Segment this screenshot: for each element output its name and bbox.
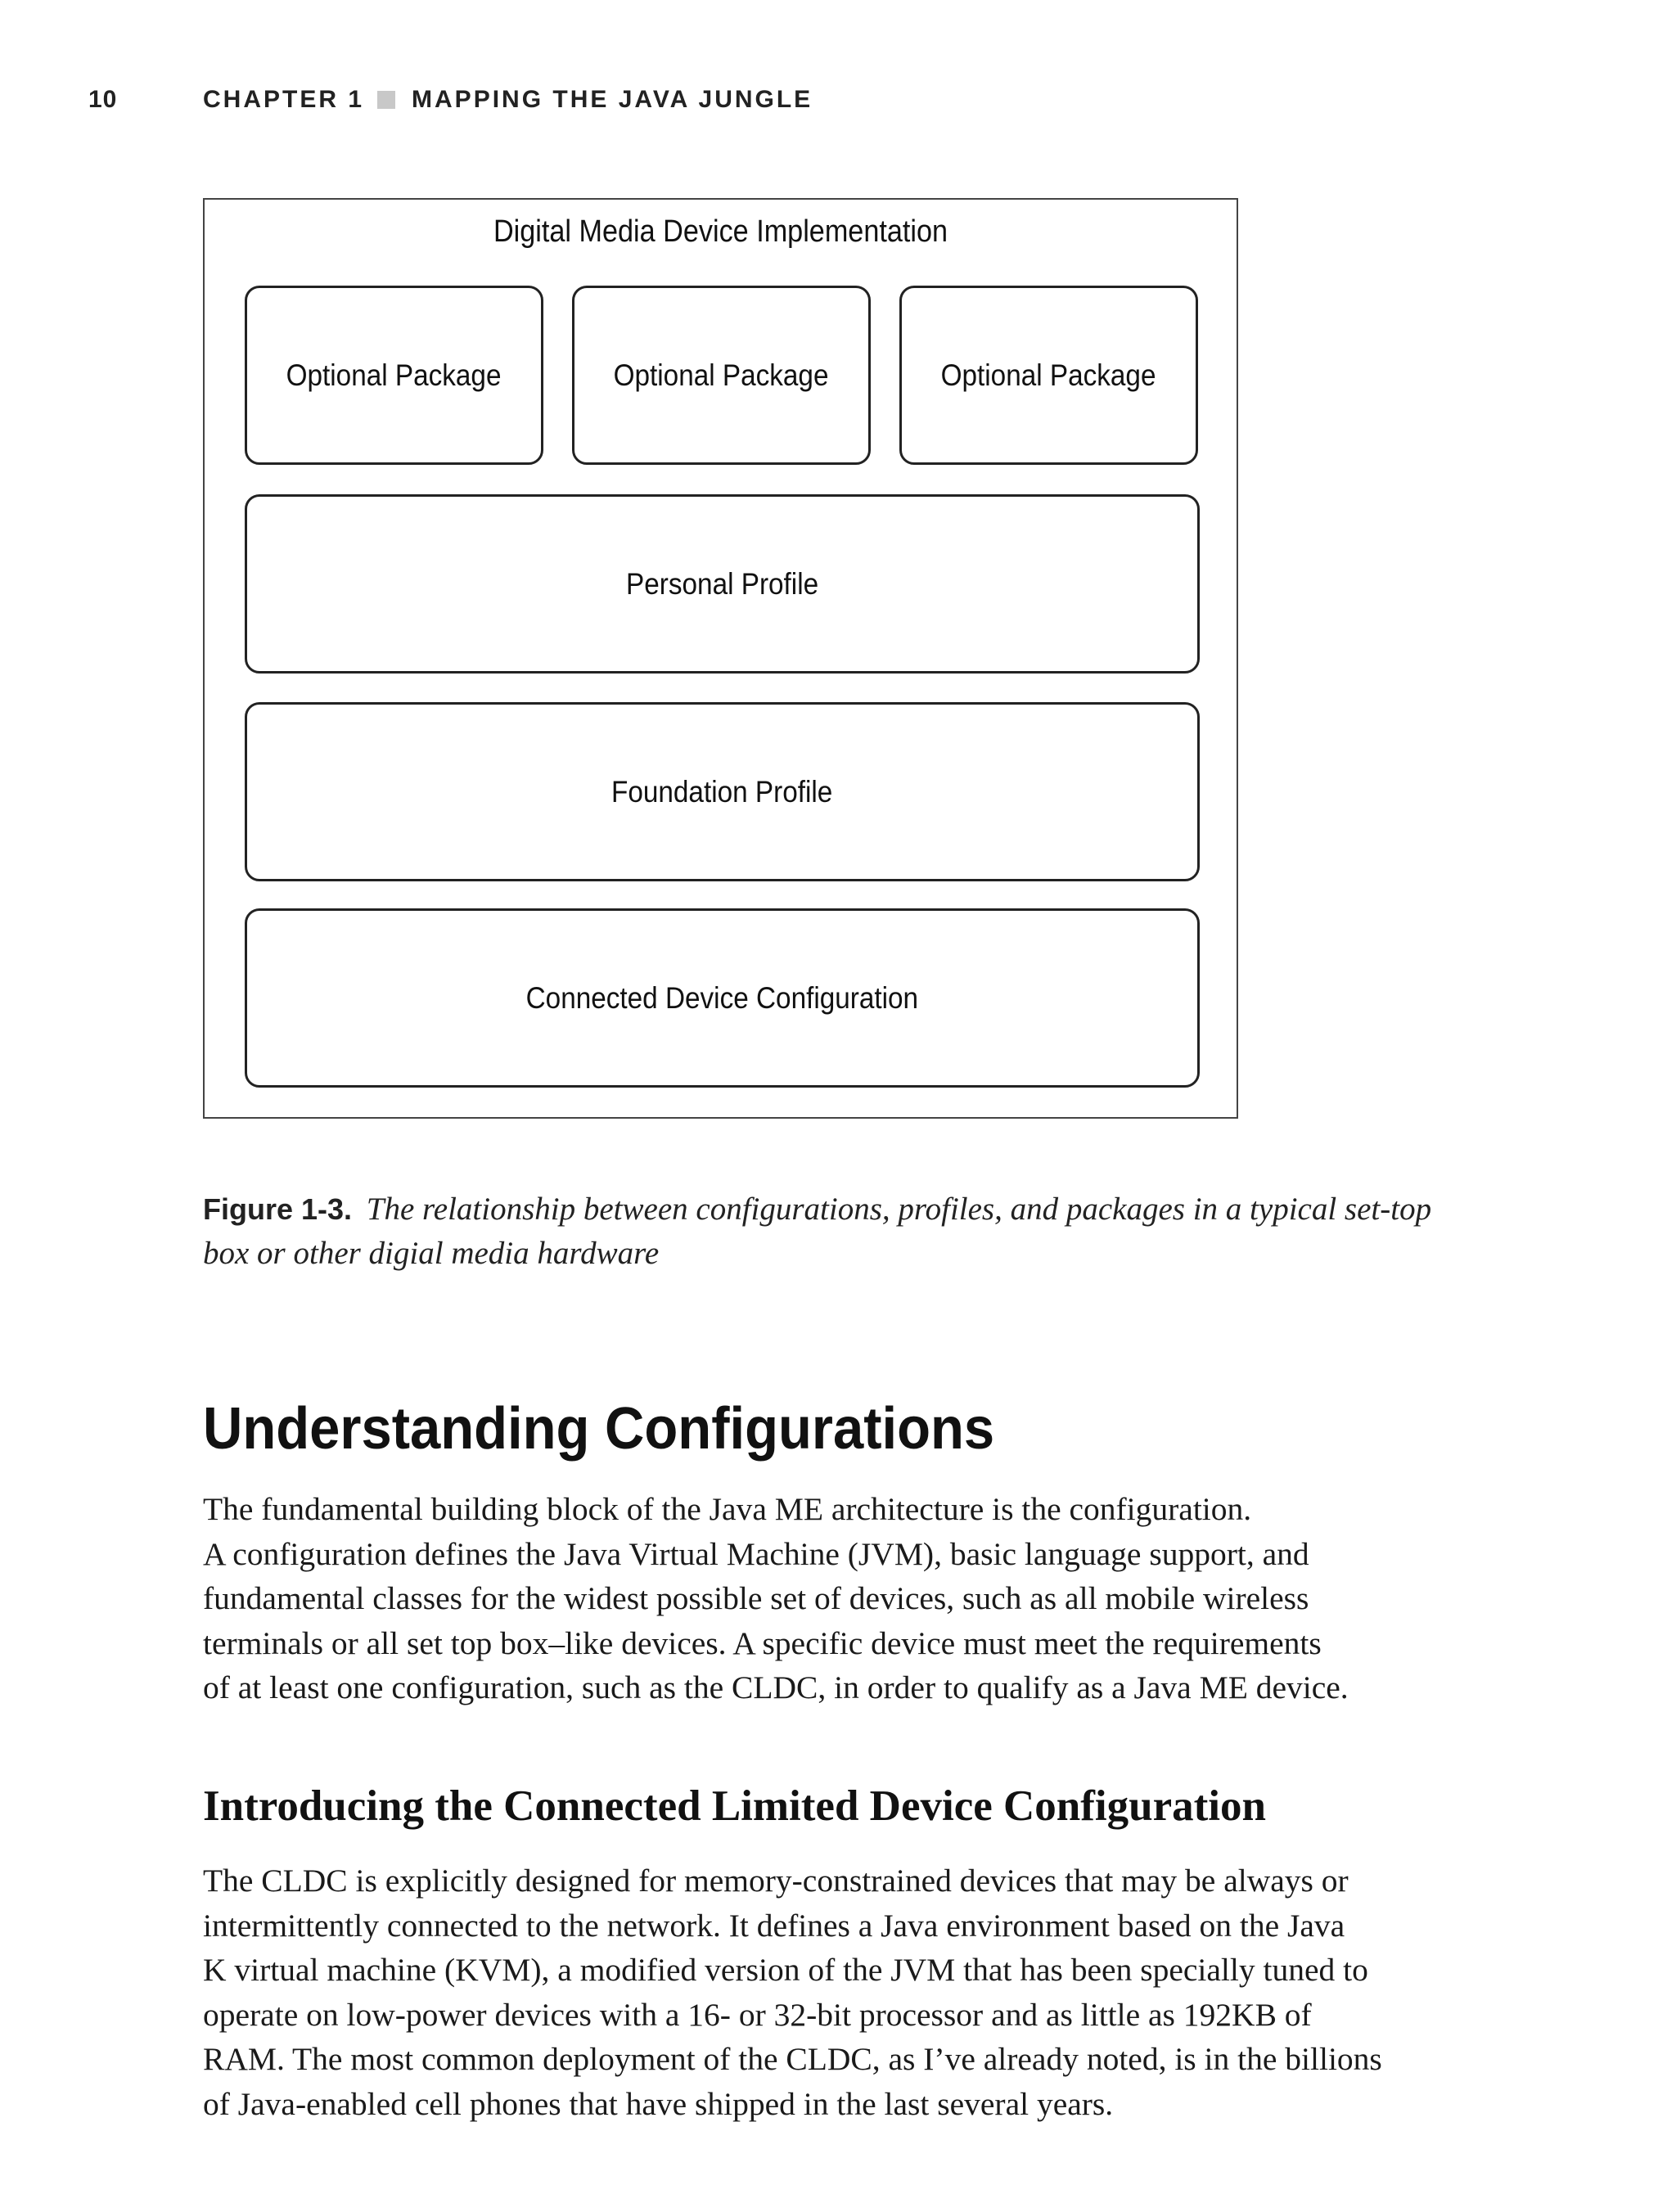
personal-profile-box [245,494,1200,674]
paragraph-line: fundamental classes for the widest possible set of devices, such as all mobile wireless [203,1580,1309,1616]
figure-caption-text: The relationship between configurations, profiles, and packages in a typical set-top box or other digial media hardware [203,1192,1432,1271]
paragraph-line: of Java-enabled cell phones that have shipped in the last several years. [203,2085,1114,2122]
paragraph-configurations [203,1487,1480,1710]
optional-package-label: Optional Package [941,358,1156,392]
diagram-title: Digital Media Device Implementation [493,214,948,249]
section-label: MAPPING THE JAVA JUNGLE [412,86,813,113]
optional-package-box-3 [899,286,1198,465]
paragraph-line: terminals or all set top box–like devices. A specific device must meet the requirements [203,1624,1322,1661]
figure-caption [203,1187,1480,1276]
figure-caption-label: Figure 1-3. [203,1192,353,1226]
paragraph-line: intermittently connected to the network. It defines a Java environment based on the Java [203,1907,1345,1944]
section-heading-configurations: Understanding Configurations [203,1396,995,1462]
paragraph-line: The CLDC is explicitly designed for memory-constrained devices that may be always or [203,1863,1349,1899]
paragraph-line: RAM. The most common deployment of the CLDC, as I’ve already noted, is in the billions [203,2041,1382,2077]
paragraph-line: K virtual machine (KVM), a modified version of the JVM that has been specially tuned to [203,1952,1368,1988]
optional-package-label: Optional Package [286,358,502,392]
separator-square-icon [377,91,395,109]
connected-device-configuration-label: Connected Device Configuration [525,980,919,1015]
chapter-label: CHAPTER 1 [203,86,365,113]
running-head [88,82,813,118]
page-number: 10 [88,86,118,113]
paragraph-line: The fundamental building block of the Java ME architecture is the configuration. [203,1491,1252,1527]
connected-device-configuration-box [245,908,1200,1088]
paragraph-cldc [203,1858,1480,2126]
optional-package-label: Optional Package [614,358,829,392]
optional-package-box-1 [245,286,543,465]
figure-diagram [203,198,1238,1119]
foundation-profile-label: Foundation Profile [611,774,833,809]
foundation-profile-box [245,702,1200,881]
paragraph-line: of at least one configuration, such as the CLDC, in order to qualify as a Java ME device. [203,1669,1349,1705]
section-heading-cldc: Introducing the Connected Limited Device Configuration [203,1782,1266,1830]
optional-package-box-2 [572,286,871,465]
paragraph-line: A configuration defines the Java Virtual Machine (JVM), basic language support, and [203,1535,1309,1572]
personal-profile-label: Personal Profile [625,566,819,601]
paragraph-line: operate on low-power devices with a 16- or 32-bit processor and as little as 192KB of [203,1996,1312,2033]
